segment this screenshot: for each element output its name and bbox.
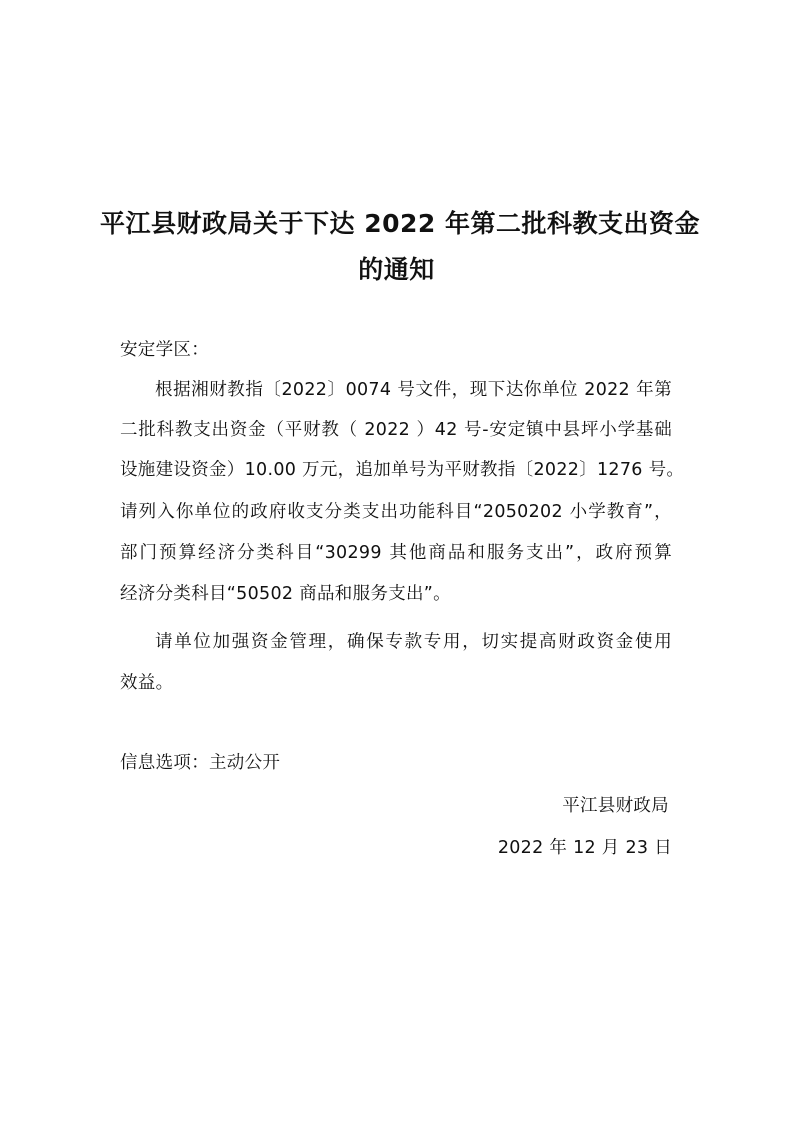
body-paragraph-1-line-1: 根据湘财教指〔2022〕0074 号文件，现下达你单位 2022 年第 xyxy=(155,380,672,400)
body-paragraph-1-line-2: 二批科教支出资金（平财教（ 2022 ）42 号-安定镇中县坪小学基础 xyxy=(120,420,672,440)
document-title-line-2: 的通知 xyxy=(358,255,435,284)
body-paragraph-1-line-4: 请列入你单位的政府收支分类支出功能科目“2050202 小学教育”， xyxy=(120,502,672,522)
salutation: 安定学区： xyxy=(120,340,209,360)
body-paragraph-2-line-1: 请单位加强资金管理，确保专款专用，切实提高财政资金使用 xyxy=(155,632,672,652)
document-title-line-1: 平江县财政局关于下达 2022 年第二批科教支出资金 xyxy=(100,209,700,238)
issuer-name: 平江县财政局 xyxy=(562,796,669,816)
body-paragraph-1-line-5: 部门预算经济分类科目“30299 其他商品和服务支出”，政府预算 xyxy=(120,543,672,563)
issue-date: 2022 年 12 月 23 日 xyxy=(497,838,672,858)
body-paragraph-2-line-2: 效益。 xyxy=(120,673,174,693)
disclosure-option: 信息选项：主动公开 xyxy=(120,753,281,773)
body-paragraph-1-line-3: 设施建设资金）10.00 万元，追加单号为平财教指〔2022〕1276 号。 xyxy=(120,460,685,480)
body-paragraph-1-line-6: 经济分类科目“50502 商品和服务支出”。 xyxy=(120,584,451,604)
